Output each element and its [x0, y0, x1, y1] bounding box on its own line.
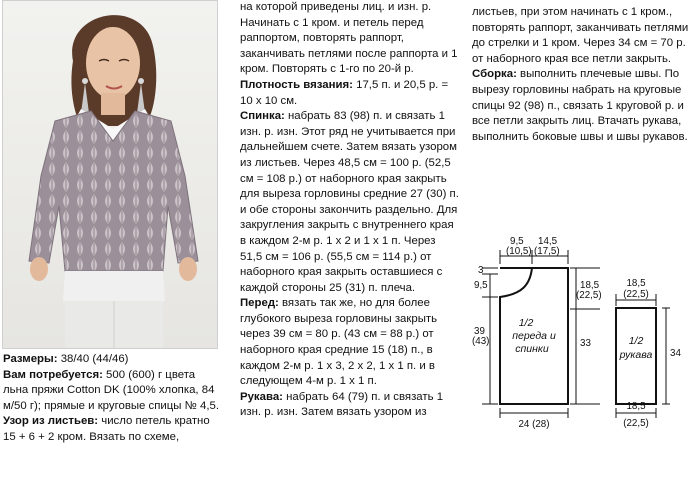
assembly-value: выполнить плечевые швы. По вырезу горловины набрать на круговые спицы 92 (98) п., связать 1 круговой р. и все петли закрыть лиц. Втачать рукава, выполнить боковые швы и швы рукавов.	[472, 68, 688, 143]
middle-text-column	[240, 0, 460, 421]
sleeve-value: набрать 64 (79) п. и связать 1 изн. р. изн. Затем вязать узором из	[240, 390, 444, 419]
side-height: 33	[580, 338, 591, 349]
sleeve-top-width: 18,5	[626, 278, 646, 289]
front-label: Перед:	[240, 297, 279, 310]
body-label-2: переда и	[512, 330, 556, 342]
sleeve-label: Рукава:	[240, 390, 283, 403]
neck-width-alt: (10,5)	[506, 246, 532, 257]
sleeve-continuation: листьев, при этом начинать с 1 кром., повторять раппорт, заканчивать петлями до стрелки и 1 кром. Через 34 см = 70 р. от наборного края все петли закрыть.	[472, 6, 689, 65]
back-label: Спинка:	[240, 110, 285, 123]
assembly-label: Сборка:	[472, 68, 517, 81]
back-paragraph	[240, 109, 460, 296]
density-paragraph	[240, 78, 460, 109]
leaf-pattern-value: число петель кратно 15 + 6 + 2 кром. Вязать по схеме,	[3, 415, 210, 443]
materials-value: 500 (600) г цвета льна пряжи Cotton DK (100% хлопка, 84 м/50 г); прямые и круговые спицы № 4,5.	[3, 368, 220, 412]
model-photo	[2, 0, 218, 349]
bottom-width: 24 (28)	[518, 419, 550, 430]
shoulder-width-alt: (17,5)	[534, 246, 560, 257]
sizes-value: 38/40 (44/46)	[57, 353, 129, 365]
leaf-pattern-paragraph	[3, 414, 221, 445]
materials-paragraph	[3, 368, 221, 415]
sleeve-label-2: рукава	[619, 349, 653, 361]
body-label-3: спинки	[515, 343, 549, 355]
body-label-1: 1/2	[518, 317, 534, 329]
right-height-alt: (22,5)	[576, 290, 602, 301]
neck-depth: 9,5	[474, 280, 488, 291]
sizes-paragraph	[3, 352, 221, 368]
density-label: Плотность вязания:	[240, 78, 353, 91]
left-height-alt: (43)	[472, 336, 490, 347]
left-height: 39	[474, 326, 485, 337]
back-value: набрать 83 (98) п. и связать 1 изн. р. изн. Этот ряд не учитывается при дальнейшем счете. Затем вязать узором из листьев. Через 48,5 см = 100 р. (52,5 см = 108 р.) от наборного края закрыть для выреза горловины средние 27 (30) п. и обе стороны закончить раздельно. Для закругления закрыть с внутреннего края в каждом 2-м р. 1 x 2 и 1 x 1 п. Через 51,5 см = 106 р. (55,5 см = 114 р.) от наборного края закрыть оставшиеся с каждой стороны 25 (31) п. плеча.	[240, 110, 459, 294]
neck-width: 9,5	[510, 236, 524, 247]
knit-sweater-model-photo-icon	[3, 1, 218, 349]
assembly-paragraph	[472, 67, 694, 145]
sleeve-top-width-alt: (22,5)	[623, 289, 649, 300]
left-text-column	[3, 352, 221, 446]
sleeve-label-1: 1/2	[628, 335, 644, 347]
sleeve-paragraph	[240, 390, 460, 421]
materials-label: Вам потребуется:	[3, 368, 103, 381]
sizes-label: Размеры:	[3, 353, 58, 365]
shoulder-width: 14,5	[538, 236, 558, 247]
sleeve-bottom-width: 18,5	[626, 401, 646, 412]
density-value: 17,5 п. и 20,5 р. = 10 x 10 см.	[240, 78, 449, 107]
sleeve-bottom-width-alt: (22,5)	[623, 418, 649, 429]
pattern-schematic	[470, 230, 695, 430]
front-value: вязать так же, но для более глубокого выреза горловины закрыть через 39 см = 80 р. (43 см = 88 р.) от наборного края средние 15 (18) п., в каждом 2-м р. 1 x 3, 2 x 2, 1 x 1 п. и в следующем 4-м р. 1 x 1 п.	[240, 297, 438, 388]
right-height: 18,5	[580, 280, 600, 291]
right-text-column	[472, 5, 694, 145]
top-left-dim: 3	[478, 265, 484, 276]
sleeve-height: 34	[670, 348, 681, 359]
leaf-pattern-label: Узор из листьев:	[3, 415, 99, 428]
pattern-continuation: на которой приведены лиц. и изн. р. Начинать с 1 кром. и петель перед раппортом, повторять раппорт, заканчивать петлями после раппорта и 1 кром. Повторять с 1-го по 20-й р.	[240, 1, 458, 76]
front-paragraph	[240, 296, 460, 390]
